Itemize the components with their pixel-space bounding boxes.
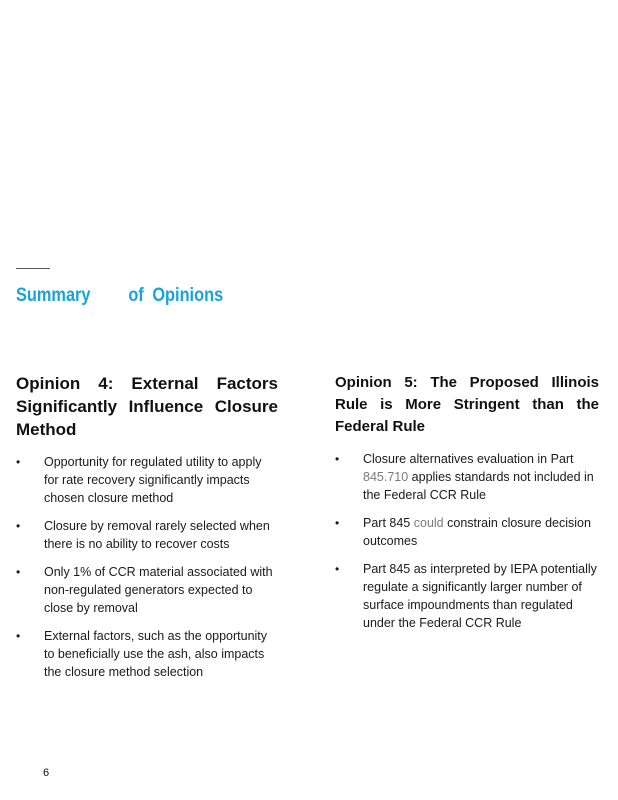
emphasis-word: could bbox=[413, 516, 444, 530]
list-item bbox=[335, 514, 599, 550]
opinion-4-column bbox=[16, 372, 278, 691]
bullet-text: Part 845 bbox=[363, 516, 411, 530]
bullet-text: constrain closure decision outcomes bbox=[363, 516, 591, 548]
title-rule bbox=[16, 268, 50, 269]
bullet-text: Closure alternatives evaluation in Part bbox=[363, 452, 574, 466]
list-item: • Only 1% of CCR material associated with non-regulated generators expected to close by removal bbox=[16, 563, 278, 617]
list-item bbox=[335, 450, 599, 504]
opinion-5-column bbox=[335, 372, 599, 642]
opinion-5-bullets bbox=[335, 450, 599, 632]
page-title bbox=[16, 285, 223, 307]
title-word-opinions: Opinions bbox=[152, 285, 224, 306]
part-reference: 845.710 bbox=[363, 470, 409, 484]
list-item: • Closure by removal rarely selected when there is no ability to recover costs bbox=[16, 517, 278, 553]
list-item: • External factors, such as the opportunity to beneficially use the ash, also impacts the closure method selection bbox=[16, 627, 278, 681]
opinion-5-heading: Opinion 5: The Proposed Illinois Rule is More Stringent than the Federal Rule bbox=[335, 374, 599, 435]
title-word-summary: Summary bbox=[16, 285, 91, 306]
list-item: • Opportunity for regulated utility to apply for rate recovery significantly impacts chosen closure method bbox=[16, 453, 278, 507]
page-number: 6 bbox=[43, 767, 50, 779]
list-item: • Part 845 as interpreted by IEPA potentially regulate a significantly larger number of surface impoundments than regulated under the Federal CCR Rule bbox=[335, 560, 599, 632]
opinion-4-bullets bbox=[16, 453, 278, 681]
opinion-4-heading: Opinion 4: External Factors Significantly Influence Closure Method bbox=[16, 374, 278, 439]
bullet-text: applies standards not included in the Federal CCR Rule bbox=[363, 470, 594, 502]
title-word-of: of bbox=[128, 285, 144, 306]
